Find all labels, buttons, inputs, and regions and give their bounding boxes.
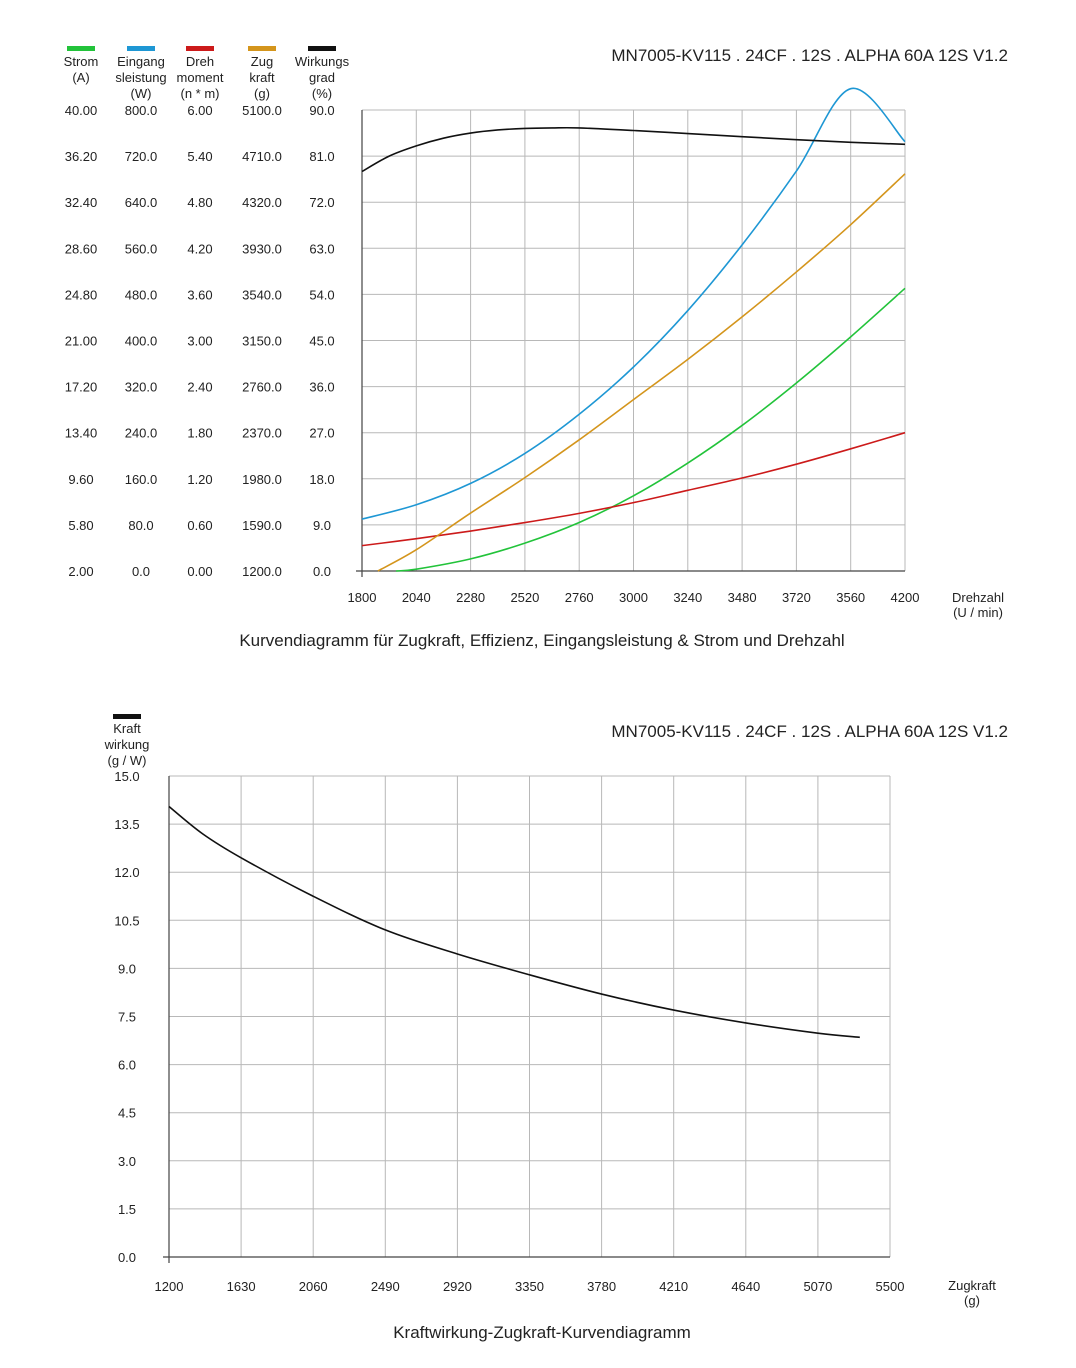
y-tick-wirk: 18.0 <box>309 471 335 487</box>
y-tick-kraftwirkung: 4.5 <box>117 1105 137 1121</box>
x-tick-label: 2490 <box>370 1279 400 1294</box>
legend-label-zug: kraft <box>249 70 275 85</box>
y-tick-kraftwirkung: 9.0 <box>117 961 137 977</box>
y-tick-eingang: 560.0 <box>124 241 158 257</box>
legend-label-dreh: Dreh <box>185 54 215 69</box>
legend-swatch-zug <box>248 46 276 51</box>
legend-swatch-kraftwirkung <box>113 714 141 719</box>
chart1-x-axis-label: Drehzahl <box>951 590 1005 605</box>
x-tick-label: 3560 <box>836 590 866 605</box>
y-tick-strom: 5.80 <box>68 517 94 533</box>
y-tick-eingang: 0.0 <box>131 564 151 579</box>
legend-swatch-wirk <box>308 46 336 51</box>
y-tick-kraftwirkung: 12.0 <box>114 865 140 881</box>
y-tick-wirk: 54.0 <box>309 287 335 303</box>
y-tick-wirk: 72.0 <box>309 195 335 211</box>
y-tick-zug: 2760.0 <box>242 379 282 395</box>
x-tick-label: 3480 <box>727 590 757 605</box>
y-tick-kraftwirkung: 6.0 <box>117 1057 137 1073</box>
legend-label-strom: Strom <box>63 54 99 69</box>
y-tick-wirk: 45.0 <box>309 333 335 349</box>
y-tick-kraftwirkung: 3.0 <box>117 1153 137 1169</box>
x-tick-label: 3000 <box>619 590 648 605</box>
y-tick-zug: 1980.0 <box>242 471 282 487</box>
y-tick-eingang: 80.0 <box>128 517 154 533</box>
y-tick-strom: 13.40 <box>64 425 98 441</box>
y-tick-wirk: 9.0 <box>312 517 332 533</box>
y-tick-eingang: 240.0 <box>124 425 158 441</box>
legend-label-dreh: moment <box>176 70 224 85</box>
chart1-y-tick-labels <box>65 103 335 579</box>
legend-label-zug: (g) <box>254 86 270 101</box>
y-tick-eingang: 640.0 <box>124 195 158 211</box>
y-tick-wirk: 90.0 <box>309 103 335 118</box>
y-tick-wirk: 36.0 <box>309 379 335 395</box>
y-tick-strom: 24.80 <box>64 287 98 303</box>
x-tick-label: 2920 <box>442 1279 472 1294</box>
x-tick-label: 2760 <box>564 590 594 605</box>
y-tick-strom: 32.40 <box>64 195 98 211</box>
y-tick-zug: 2370.0 <box>242 425 282 441</box>
legend-label-kraftwirkung: wirkung <box>104 737 150 752</box>
y-tick-eingang: 320.0 <box>124 379 158 395</box>
chart2-series-lines <box>169 806 860 1037</box>
y-tick-strom: 36.20 <box>64 149 98 165</box>
chart2-caption: Kraftwirkung-Zugkraft-Kurvendiagramm <box>393 1323 691 1342</box>
legend-label-wirk: grad <box>308 70 336 85</box>
y-tick-zug: 3540.0 <box>242 287 282 303</box>
x-tick-label: 4200 <box>890 590 920 605</box>
x-tick-label: 2040 <box>401 590 431 605</box>
y-tick-dreh: 4.20 <box>187 241 213 257</box>
chart1-title: MN7005-KV115 . 24CF . 12S . ALPHA 60A 12S V1.2 <box>611 46 1008 65</box>
y-tick-strom: 9.60 <box>68 471 94 487</box>
series-line-strom <box>396 288 905 571</box>
chart-thrust-efficiency <box>104 714 1008 1342</box>
x-tick-label: 1630 <box>226 1279 256 1294</box>
y-tick-kraftwirkung: 13.5 <box>114 817 140 833</box>
y-tick-strom: 40.00 <box>64 103 98 118</box>
legend-label-wirk: (%) <box>311 86 333 101</box>
series-line-kraftwirkung <box>169 806 860 1037</box>
y-tick-zug: 5100.0 <box>242 103 282 118</box>
x-tick-label: 4640 <box>731 1279 761 1294</box>
y-tick-dreh: 0.60 <box>187 517 213 533</box>
legend-swatch-strom <box>67 46 95 51</box>
y-tick-wirk: 0.0 <box>312 564 332 579</box>
chart2-grid <box>163 776 890 1263</box>
x-tick-label: 2520 <box>510 590 540 605</box>
legend-label-eingang: Eingang <box>117 54 165 69</box>
y-tick-dreh: 6.00 <box>187 103 213 118</box>
x-tick-label: 1200 <box>154 1279 184 1294</box>
y-tick-dreh: 2.40 <box>187 379 213 395</box>
y-tick-kraftwirkung: 7.5 <box>117 1009 137 1025</box>
y-tick-zug: 3150.0 <box>242 333 282 349</box>
y-tick-strom: 17.20 <box>64 379 98 395</box>
y-tick-wirk: 27.0 <box>309 425 335 441</box>
y-tick-dreh: 5.40 <box>187 149 213 165</box>
legend-label-zug: Zug <box>250 54 274 69</box>
y-tick-dreh: 1.20 <box>187 471 213 487</box>
y-tick-zug: 1590.0 <box>242 517 282 533</box>
y-tick-eingang: 800.0 <box>124 103 158 118</box>
legend-label-eingang: (W) <box>130 86 152 101</box>
y-tick-eingang: 160.0 <box>124 471 158 487</box>
y-tick-kraftwirkung: 15.0 <box>114 769 140 784</box>
chart1-grid <box>356 110 905 577</box>
y-tick-zug: 4320.0 <box>242 195 282 211</box>
y-tick-kraftwirkung: 0.0 <box>117 1250 137 1265</box>
x-tick-label: 3240 <box>673 590 703 605</box>
legend-swatch-dreh <box>186 46 214 51</box>
legend-swatch-eingang <box>127 46 155 51</box>
x-tick-label: 3780 <box>587 1279 617 1294</box>
series-line-zug <box>378 174 905 571</box>
chart1-x-axis-unit: (U / min) <box>953 605 1003 620</box>
x-tick-label: 5070 <box>803 1279 833 1294</box>
legend-label-strom: (A) <box>72 70 90 85</box>
y-tick-strom: 21.00 <box>64 333 98 349</box>
y-tick-strom: 2.00 <box>68 564 94 579</box>
chart1-caption: Kurvendiagramm für Zugkraft, Effizienz, Eingangsleistung & Strom und Drehzahl <box>239 631 845 650</box>
y-tick-zug: 3930.0 <box>242 241 282 257</box>
chart2-legend <box>104 714 150 768</box>
y-tick-zug: 4710.0 <box>242 149 282 165</box>
y-tick-strom: 28.60 <box>64 241 98 257</box>
chart1-legend <box>64 46 350 101</box>
y-tick-dreh: 3.60 <box>187 287 213 303</box>
chart2-x-tick-labels <box>155 1279 905 1294</box>
x-tick-label: 1800 <box>347 590 377 605</box>
y-tick-kraftwirkung: 1.5 <box>117 1201 137 1217</box>
y-tick-dreh: 0.00 <box>187 564 213 579</box>
legend-label-dreh: (n * m) <box>180 86 220 101</box>
legend-label-eingang: sleistung <box>115 70 167 85</box>
y-tick-dreh: 1.80 <box>187 425 213 441</box>
chart1-x-tick-labels <box>348 590 920 605</box>
legend-label-kraftwirkung: Kraft <box>113 721 141 736</box>
chart2-title: MN7005-KV115 . 24CF . 12S . ALPHA 60A 12S V1.2 <box>611 722 1008 741</box>
x-tick-label: 2280 <box>456 590 486 605</box>
y-tick-zug: 1200.0 <box>242 564 282 579</box>
x-tick-label: 3350 <box>515 1279 544 1294</box>
y-tick-wirk: 81.0 <box>309 149 335 165</box>
x-tick-label: 3720 <box>781 590 811 605</box>
y-tick-kraftwirkung: 10.5 <box>114 913 140 929</box>
legend-label-wirk: Wirkungs <box>294 54 350 69</box>
y-tick-wirk: 63.0 <box>309 241 335 257</box>
y-tick-dreh: 3.00 <box>187 333 213 349</box>
legend-label-kraftwirkung: (g / W) <box>107 753 147 768</box>
x-tick-label: 2060 <box>298 1279 328 1294</box>
y-tick-eingang: 400.0 <box>124 333 158 349</box>
chart2-x-axis-unit: (g) <box>964 1293 980 1308</box>
chart-speed-curves <box>64 46 1008 650</box>
y-tick-dreh: 4.80 <box>187 195 213 211</box>
chart2-x-axis-label: Zugkraft <box>948 1278 996 1293</box>
x-tick-label: 4210 <box>659 1279 689 1294</box>
x-tick-label: 5500 <box>875 1279 905 1294</box>
y-tick-eingang: 480.0 <box>124 287 158 303</box>
y-tick-eingang: 720.0 <box>124 149 158 165</box>
chart2-y-tick-labels <box>114 769 139 1265</box>
